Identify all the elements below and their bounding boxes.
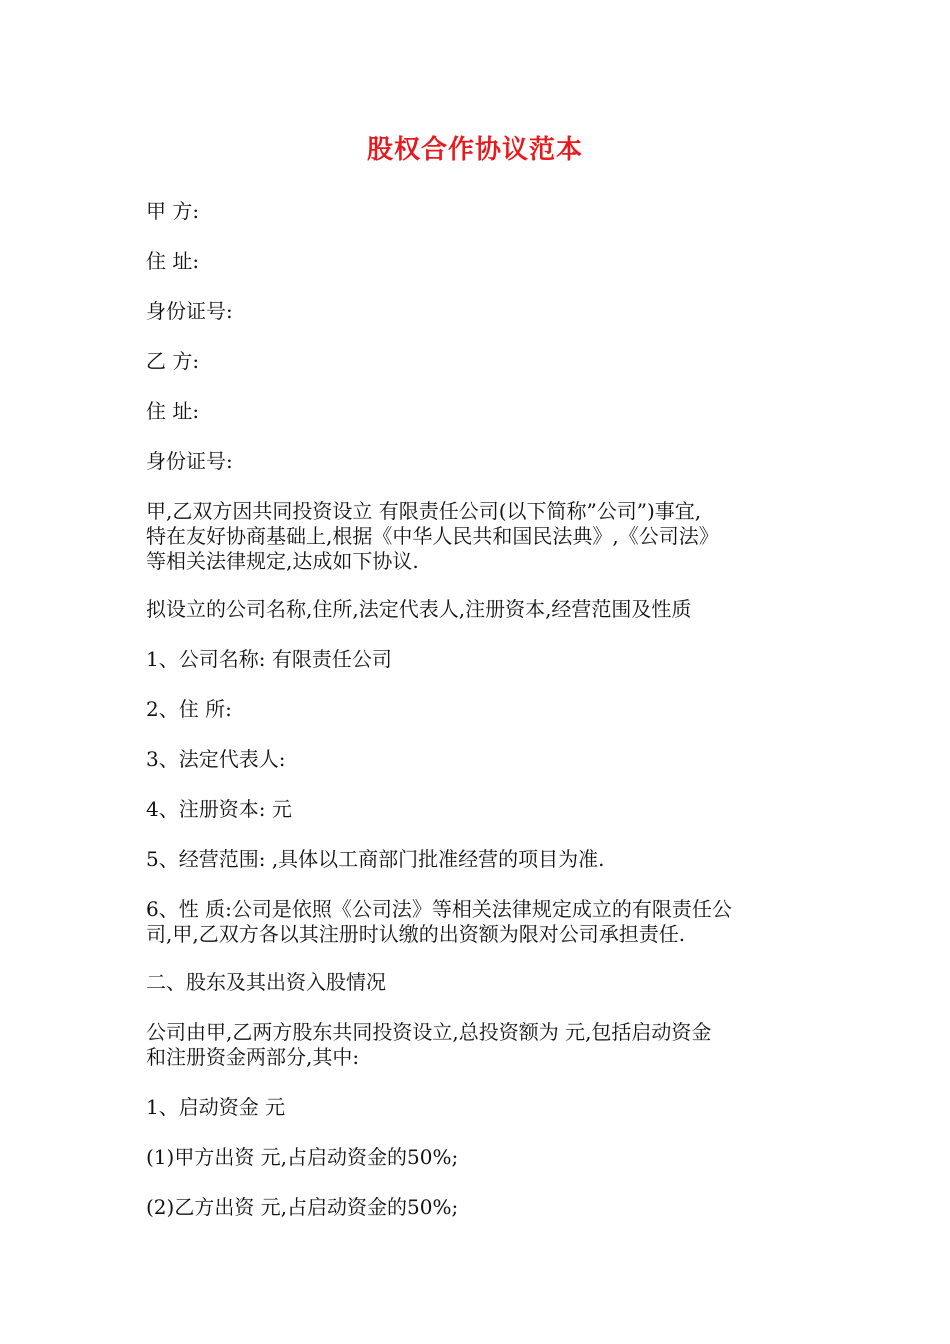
paragraph-line: 身份证号: (146, 299, 233, 323)
party-a-id-label (146, 299, 816, 324)
investment-paragraph (146, 1020, 816, 1070)
paragraph-line: 1、启动资金 元 (146, 1095, 286, 1119)
paragraph-line: 住 址: (146, 399, 200, 423)
list-item (146, 647, 816, 672)
paragraph-line: 5、经营范围: ,具体以工商部门批准经营的项目为准. (146, 847, 605, 871)
paragraph-line: 乙 方: (146, 349, 200, 373)
party-b-address-label (146, 399, 816, 424)
list-item (146, 1145, 816, 1170)
document-title: 股权合作协议范本 (366, 135, 583, 165)
list-item (146, 697, 816, 722)
list-item (146, 897, 816, 947)
preamble-paragraph (146, 499, 816, 574)
party-a-label (146, 199, 816, 224)
paragraph-line: 3、法定代表人: (146, 747, 286, 771)
paragraph-line: 甲 方: (146, 199, 200, 223)
paragraph-line: (1)甲方出资 元,占启动资金的50%; (146, 1145, 459, 1169)
paragraph-line: 特在友好协商基础上,根据《中华人民共和国民法典》,《公司法》 (146, 524, 719, 548)
paragraph-line: 4、注册资本: 元 (146, 797, 292, 821)
paragraph-line: 拟设立的公司名称,住所,法定代表人,注册资本,经营范围及性质 (146, 597, 692, 621)
paragraph-line: 身份证号: (146, 449, 233, 473)
party-b-id-label (146, 449, 816, 474)
list-item (146, 847, 816, 872)
paragraph-line: 二、股东及其出资入股情况 (146, 970, 386, 994)
paragraph-line: 司,甲,乙双方各以其注册时认缴的出资额为限对公司承担责任. (146, 922, 686, 946)
paragraph-line: 甲,乙双方因共同投资设立 有限责任公司(以下简称”公司”)事宜, (146, 499, 702, 523)
paragraph-line: 公司由甲,乙两方股东共同投资设立,总投资额为 元,包括启动资金 (146, 1020, 712, 1044)
list-item (146, 797, 816, 822)
paragraph-line: 等相关法律规定,达成如下协议. (146, 549, 419, 573)
paragraph-line: 6、性 质:公司是依照《公司法》等相关法律规定成立的有限责任公 (146, 897, 732, 921)
list-item (146, 1195, 816, 1220)
section-heading (146, 597, 816, 622)
paragraph-line: (2)乙方出资 元,占启动资金的50%; (146, 1195, 459, 1219)
section-heading (146, 970, 816, 995)
party-a-address-label (146, 249, 816, 274)
list-item (146, 747, 816, 772)
list-item (146, 1095, 816, 1120)
paragraph-line: 2、住 所: (146, 697, 232, 721)
paragraph-line: 和注册资金两部分,其中: (146, 1045, 360, 1069)
party-b-label (146, 349, 816, 374)
paragraph-line: 住 址: (146, 249, 200, 273)
paragraph-line: 1、公司名称: 有限责任公司 (146, 647, 392, 671)
